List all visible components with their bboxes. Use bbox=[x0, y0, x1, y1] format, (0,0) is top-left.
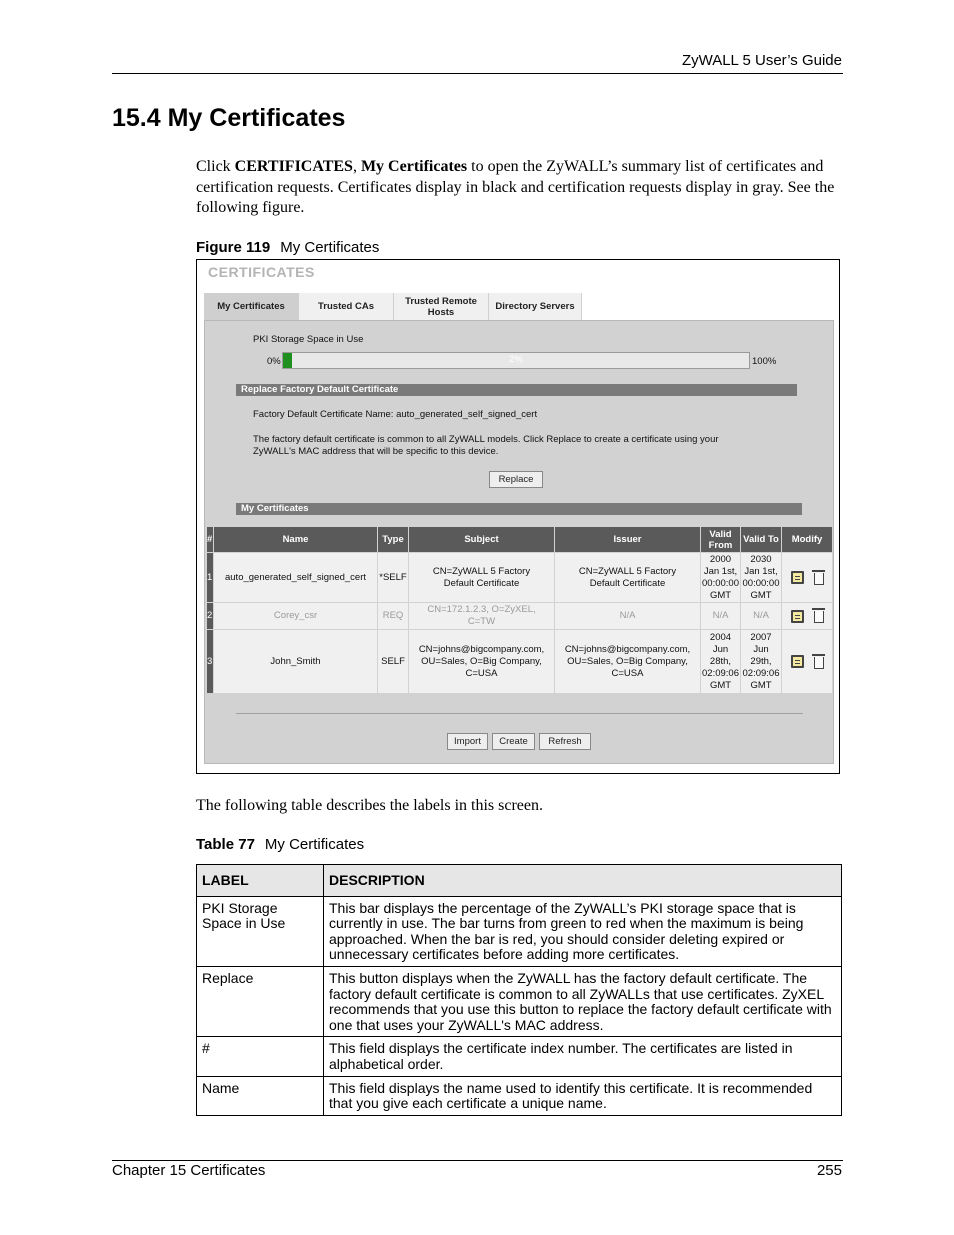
pki-storage-label: PKI Storage Space in Use bbox=[253, 334, 364, 345]
factory-cert-note: The factory default certificate is common to all ZyWALL models. Click Replace to create a certificate using your bbox=[253, 434, 719, 445]
cell-subject: CN=ZyWALL 5 Factory Default Certificate bbox=[409, 553, 555, 602]
trash-icon[interactable] bbox=[814, 611, 824, 623]
intro-certificates-term: CERTIFICATES bbox=[234, 158, 353, 175]
table-row bbox=[197, 1037, 842, 1076]
intro-paragraph bbox=[196, 157, 846, 219]
col-header-valid-from: Valid From bbox=[701, 527, 741, 552]
after-figure-text: The following table describes the labels in this screen. bbox=[196, 797, 544, 814]
edit-icon[interactable] bbox=[791, 571, 804, 584]
cell-modify bbox=[782, 553, 833, 602]
cell-issuer: N/A bbox=[555, 603, 701, 629]
cell-issuer: CN=ZyWALL 5 Factory Default Certificate bbox=[555, 553, 701, 602]
cell-valid-to: 2030 Jan 1st, 00:00:00 GMT bbox=[741, 553, 782, 602]
cell-index: 3 bbox=[207, 630, 214, 693]
section-title: 15.4 My Certificates bbox=[112, 104, 346, 132]
cell-issuer: CN=johns@bigcompany.com, OU=Sales, O=Big Company, C=USA bbox=[555, 630, 701, 693]
row-description: This field displays the certificate index number. The certificates are listed in alphabetical order. bbox=[324, 1037, 842, 1076]
my-certificates-section-bar: My Certificates bbox=[236, 503, 802, 515]
import-button[interactable]: Import bbox=[447, 733, 488, 750]
cell-name: Corey_csr bbox=[214, 603, 378, 629]
col-header-type: Type bbox=[378, 527, 409, 552]
cell-modify bbox=[782, 603, 833, 629]
tab-trusted-cas[interactable]: Trusted CAs bbox=[299, 293, 394, 320]
certificates-screenshot bbox=[196, 259, 840, 774]
cell-name: John_Smith bbox=[214, 630, 378, 693]
table-header-row bbox=[197, 865, 842, 897]
cell-name: auto_generated_self_signed_cert bbox=[214, 553, 378, 602]
cell-valid-from: N/A bbox=[701, 603, 741, 629]
table-title: My Certificates bbox=[264, 836, 365, 853]
cell-modify bbox=[782, 630, 833, 693]
cell-index: 2 bbox=[207, 603, 214, 629]
table-row bbox=[197, 896, 842, 966]
row-label: # bbox=[197, 1037, 324, 1076]
row-label: Name bbox=[197, 1076, 324, 1115]
col-header-issuer: Issuer bbox=[555, 527, 701, 552]
figure-label: Figure 119 bbox=[196, 239, 271, 256]
tab-my-certificates[interactable]: My Certificates bbox=[204, 293, 299, 320]
factory-cert-name: Factory Default Certificate Name: auto_generated_self_signed_cert bbox=[253, 409, 538, 420]
row-label: PKI Storage Space in Use bbox=[197, 896, 324, 966]
cell-valid-from: 2004 Jun 28th, 02:09:06 GMT bbox=[701, 630, 741, 693]
factory-cert-note: ZyWALL's MAC address that will be specific to this device. bbox=[253, 446, 499, 457]
bar-max-label: 100% bbox=[752, 356, 777, 367]
tab-directory-servers[interactable]: Directory Servers bbox=[489, 293, 582, 320]
page-number: 255 bbox=[816, 1162, 842, 1179]
certificates-panel bbox=[204, 320, 834, 764]
col-header-subject: Subject bbox=[409, 527, 555, 552]
intro-mycerts-term: My Certificates bbox=[360, 158, 468, 175]
intro-text: Click bbox=[196, 158, 235, 175]
edit-icon[interactable] bbox=[791, 655, 804, 668]
intro-text: , bbox=[352, 158, 361, 175]
bar-min-label: 0% bbox=[267, 356, 281, 367]
create-button[interactable]: Create bbox=[492, 733, 535, 750]
row-description: This button displays when the ZyWALL has the factory default certificate. The factory default certificate is common to all ZyWALLs that use certificates. ZyXEL recommends that you use this button to replace the factory default certificate with one that uses your ZyWALL's MAC address. bbox=[324, 966, 842, 1036]
cell-valid-to: 2007 Jun 29th, 02:09:06 GMT bbox=[741, 630, 782, 693]
cell-type: SELF bbox=[378, 630, 409, 693]
cell-valid-to: N/A bbox=[741, 603, 782, 629]
table-label: Table 77 bbox=[196, 836, 255, 853]
trash-icon[interactable] bbox=[814, 657, 824, 669]
trash-icon[interactable] bbox=[814, 573, 824, 585]
col-header-modify: Modify bbox=[782, 527, 833, 552]
labels-description-table bbox=[196, 864, 842, 1116]
figure-title: My Certificates bbox=[280, 239, 380, 256]
row-label: Replace bbox=[197, 966, 324, 1036]
header-rule bbox=[112, 73, 843, 74]
row-description: This field displays the name used to identify this certificate. It is recommended that you give each certificate a unique name. bbox=[324, 1076, 842, 1115]
header-label: LABEL bbox=[197, 865, 324, 897]
pki-storage-bar bbox=[282, 352, 750, 369]
figure-caption bbox=[196, 239, 379, 256]
refresh-button[interactable]: Refresh bbox=[539, 733, 591, 750]
table-row bbox=[197, 966, 842, 1036]
row-description: This bar displays the percentage of the ZyWALL’s PKI storage space that is currently in use. The bar turns from green to red when the maximum is being approached. When the bar is red, you should consider deleting expired or unnecessary certificates before adding more certificates. bbox=[324, 896, 842, 966]
col-header-name: Name bbox=[214, 527, 378, 552]
header-description: DESCRIPTION bbox=[324, 865, 842, 897]
cell-index: 1 bbox=[207, 553, 214, 602]
running-header: ZyWALL 5 User’s Guide bbox=[681, 52, 842, 69]
intro-text: to open the ZyWALL’s summary list of certificates and certification requests. Certificates display in black and certification requests display in gray. See the following figure. bbox=[196, 158, 835, 216]
cell-valid-from: 2000 Jan 1st, 00:00:00 GMT bbox=[701, 553, 741, 602]
col-header-valid-to: Valid To bbox=[741, 527, 782, 552]
footer-rule bbox=[112, 1160, 843, 1161]
replace-section-bar: Replace Factory Default Certificate bbox=[236, 384, 797, 396]
table-row bbox=[197, 1076, 842, 1115]
cell-type: *SELF bbox=[378, 553, 409, 602]
pki-storage-bar-value: 2% bbox=[509, 354, 523, 365]
tab-trusted-remote-hosts[interactable]: Trusted Remote Hosts bbox=[394, 293, 489, 320]
panel-divider bbox=[236, 713, 803, 714]
table-caption bbox=[196, 836, 364, 853]
cell-subject: CN=172.1.2.3, O=ZyXEL, C=TW bbox=[409, 603, 555, 629]
cell-type: REQ bbox=[378, 603, 409, 629]
screen-title: CERTIFICATES bbox=[208, 264, 315, 280]
replace-button[interactable]: Replace bbox=[489, 471, 543, 488]
edit-icon[interactable] bbox=[791, 610, 804, 623]
footer-chapter: Chapter 15 Certificates bbox=[112, 1162, 266, 1179]
cell-subject: CN=johns@bigcompany.com, OU=Sales, O=Big Company, C=USA bbox=[409, 630, 555, 693]
col-header-index: # bbox=[207, 527, 214, 552]
